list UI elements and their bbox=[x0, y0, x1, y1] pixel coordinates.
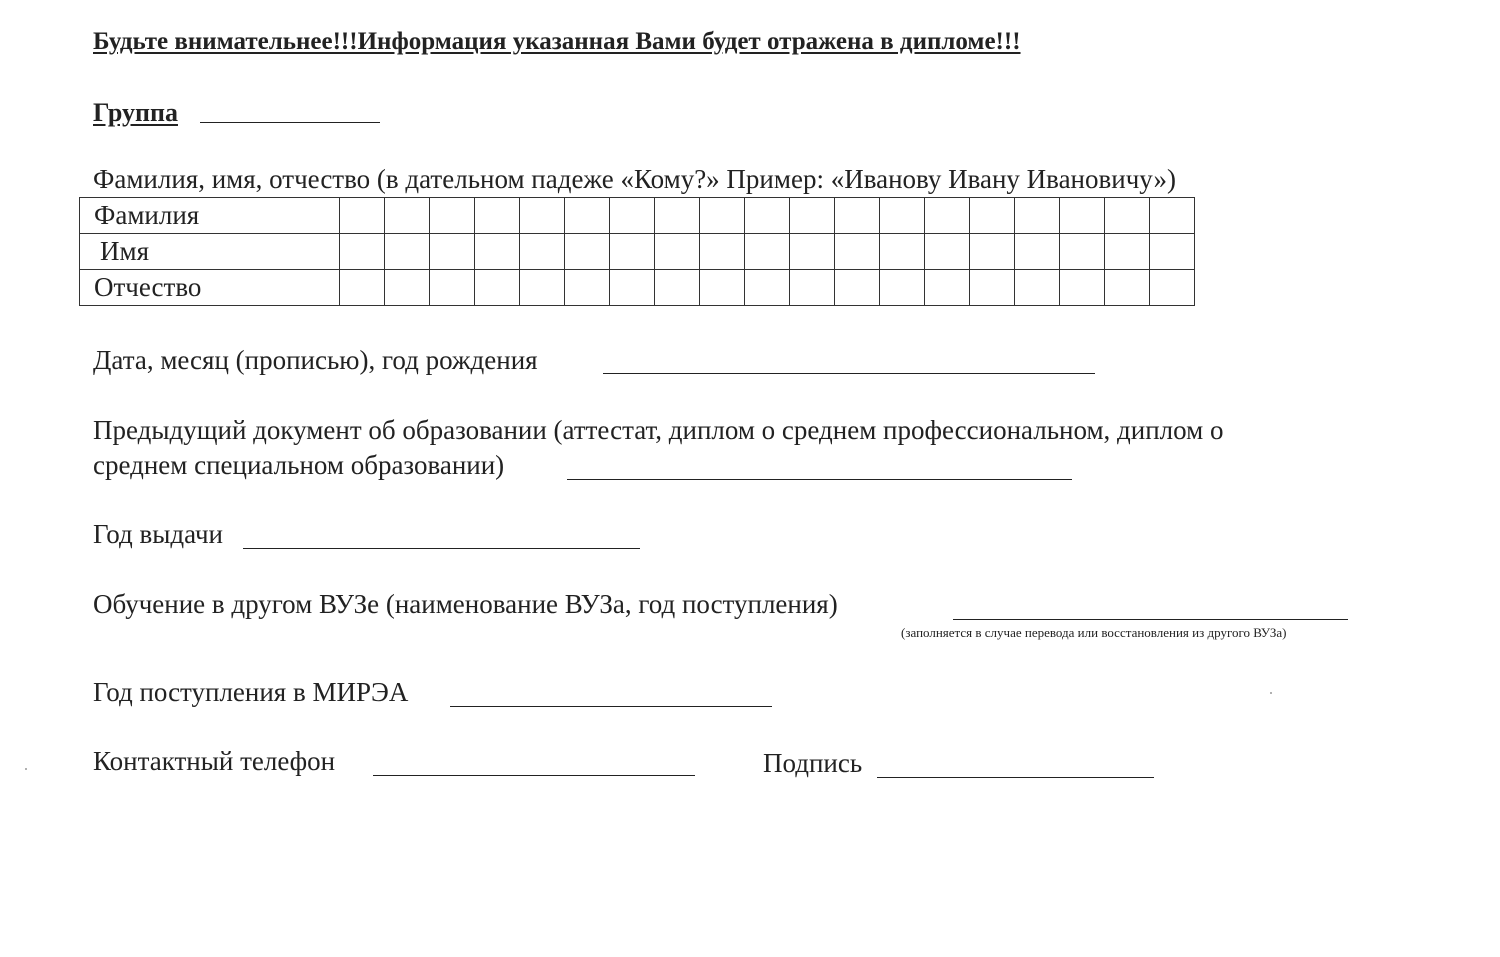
fio-letter-cell[interactable] bbox=[970, 234, 1015, 270]
fio-letter-cell[interactable] bbox=[430, 198, 475, 234]
fio-letter-cell[interactable] bbox=[1105, 234, 1150, 270]
signature-input-line[interactable] bbox=[877, 777, 1154, 778]
fio-row-label: Отчество bbox=[80, 270, 340, 306]
fio-row bbox=[80, 234, 1195, 270]
fio-letter-cell[interactable] bbox=[925, 234, 970, 270]
fio-letter-cell[interactable] bbox=[700, 234, 745, 270]
birth-date-input-line[interactable] bbox=[603, 373, 1095, 374]
prev-doc-input-line[interactable] bbox=[567, 479, 1072, 480]
fio-letter-cell[interactable] bbox=[1150, 270, 1195, 306]
other-university-label: Обучение в другом ВУЗе (наименование ВУЗа, год поступления) bbox=[93, 589, 838, 619]
fio-letter-cell[interactable] bbox=[655, 234, 700, 270]
fio-letter-cell[interactable] bbox=[790, 198, 835, 234]
fio-letter-cell[interactable] bbox=[610, 234, 655, 270]
prev-doc-label-line2: среднем специальном образовании) bbox=[93, 450, 505, 480]
fio-letter-cell[interactable] bbox=[1015, 198, 1060, 234]
scan-speck bbox=[25, 768, 27, 770]
fio-letter-cell[interactable] bbox=[835, 234, 880, 270]
fio-letter-cell[interactable] bbox=[475, 234, 520, 270]
fio-letter-cell[interactable] bbox=[1105, 198, 1150, 234]
fio-letter-cell[interactable] bbox=[610, 198, 655, 234]
fio-letter-cell[interactable] bbox=[520, 270, 565, 306]
mirea-admission-input-line[interactable] bbox=[450, 706, 772, 707]
fio-grid bbox=[79, 197, 1195, 306]
prev-doc-label-line1: Предыдущий документ об образовании (аттестат, диплом о среднем профессиональном, диплом о bbox=[93, 415, 1224, 445]
fio-letter-cell[interactable] bbox=[700, 270, 745, 306]
fio-letter-cell[interactable] bbox=[1150, 198, 1195, 234]
group-input-line[interactable] bbox=[200, 122, 380, 123]
fio-letter-cell[interactable] bbox=[745, 198, 790, 234]
fio-letter-cell[interactable] bbox=[430, 270, 475, 306]
fio-letter-cell[interactable] bbox=[430, 234, 475, 270]
fio-caption: Фамилия, имя, отчество (в дательном падеже «Кому?» Пример: «Иванову Ивану Ивановичу») bbox=[93, 164, 1176, 194]
fio-letter-cell[interactable] bbox=[880, 234, 925, 270]
fio-letter-cell[interactable] bbox=[475, 198, 520, 234]
signature-label: Подпись bbox=[763, 748, 863, 778]
fio-letter-cell[interactable] bbox=[1015, 270, 1060, 306]
fio-letter-cell[interactable] bbox=[970, 270, 1015, 306]
fio-letter-cell[interactable] bbox=[880, 270, 925, 306]
fio-letter-cell[interactable] bbox=[925, 270, 970, 306]
fio-letter-cell[interactable] bbox=[385, 198, 430, 234]
fio-letter-cell[interactable] bbox=[1060, 198, 1105, 234]
phone-label: Контактный телефон bbox=[93, 746, 336, 776]
fio-letter-cell[interactable] bbox=[700, 198, 745, 234]
fio-row-label: Имя bbox=[80, 234, 340, 270]
group-label: Группа bbox=[93, 98, 178, 127]
fio-letter-cell[interactable] bbox=[745, 270, 790, 306]
fio-letter-cell[interactable] bbox=[1150, 234, 1195, 270]
fio-letter-cell[interactable] bbox=[1060, 234, 1105, 270]
other-university-input-line[interactable] bbox=[953, 619, 1348, 620]
fio-letter-cell[interactable] bbox=[565, 234, 610, 270]
fio-letter-cell[interactable] bbox=[1060, 270, 1105, 306]
fio-letter-cell[interactable] bbox=[790, 270, 835, 306]
issue-year-input-line[interactable] bbox=[243, 548, 640, 549]
fio-letter-cell[interactable] bbox=[745, 234, 790, 270]
fio-letter-cell[interactable] bbox=[610, 270, 655, 306]
fio-letter-cell[interactable] bbox=[385, 234, 430, 270]
fio-letter-cell[interactable] bbox=[475, 270, 520, 306]
fio-letter-cell[interactable] bbox=[970, 198, 1015, 234]
fio-letter-cell[interactable] bbox=[385, 270, 430, 306]
fio-row-label: Фамилия bbox=[80, 198, 340, 234]
phone-input-line[interactable] bbox=[373, 775, 695, 776]
fio-row bbox=[80, 198, 1195, 234]
fio-letter-cell[interactable] bbox=[340, 198, 385, 234]
scan-speck bbox=[1270, 692, 1272, 694]
fio-letter-cell[interactable] bbox=[835, 270, 880, 306]
fio-letter-cell[interactable] bbox=[565, 198, 610, 234]
fio-letter-cell[interactable] bbox=[925, 198, 970, 234]
fio-letter-cell[interactable] bbox=[655, 198, 700, 234]
warning-heading: Будьте внимательнее!!!Информация указанная Вами будет отражена в дипломе!!! bbox=[93, 28, 1021, 55]
fio-letter-cell[interactable] bbox=[520, 234, 565, 270]
fio-letter-cell[interactable] bbox=[1015, 234, 1060, 270]
fio-letter-cell[interactable] bbox=[880, 198, 925, 234]
fio-row bbox=[80, 270, 1195, 306]
fio-letter-cell[interactable] bbox=[790, 234, 835, 270]
fio-letter-cell[interactable] bbox=[340, 234, 385, 270]
fio-letter-cell[interactable] bbox=[835, 198, 880, 234]
mirea-admission-label: Год поступления в МИРЭА bbox=[93, 677, 409, 707]
birth-date-label: Дата, месяц (прописью), год рождения bbox=[93, 345, 538, 375]
fio-letter-cell[interactable] bbox=[340, 270, 385, 306]
fio-letter-cell[interactable] bbox=[1105, 270, 1150, 306]
fio-letter-cell[interactable] bbox=[655, 270, 700, 306]
other-university-note: (заполняется в случае перевода или восстановления из другого ВУЗа) bbox=[901, 625, 1287, 640]
issue-year-label: Год выдачи bbox=[93, 519, 224, 549]
fio-letter-cell[interactable] bbox=[520, 198, 565, 234]
fio-letter-cell[interactable] bbox=[565, 270, 610, 306]
